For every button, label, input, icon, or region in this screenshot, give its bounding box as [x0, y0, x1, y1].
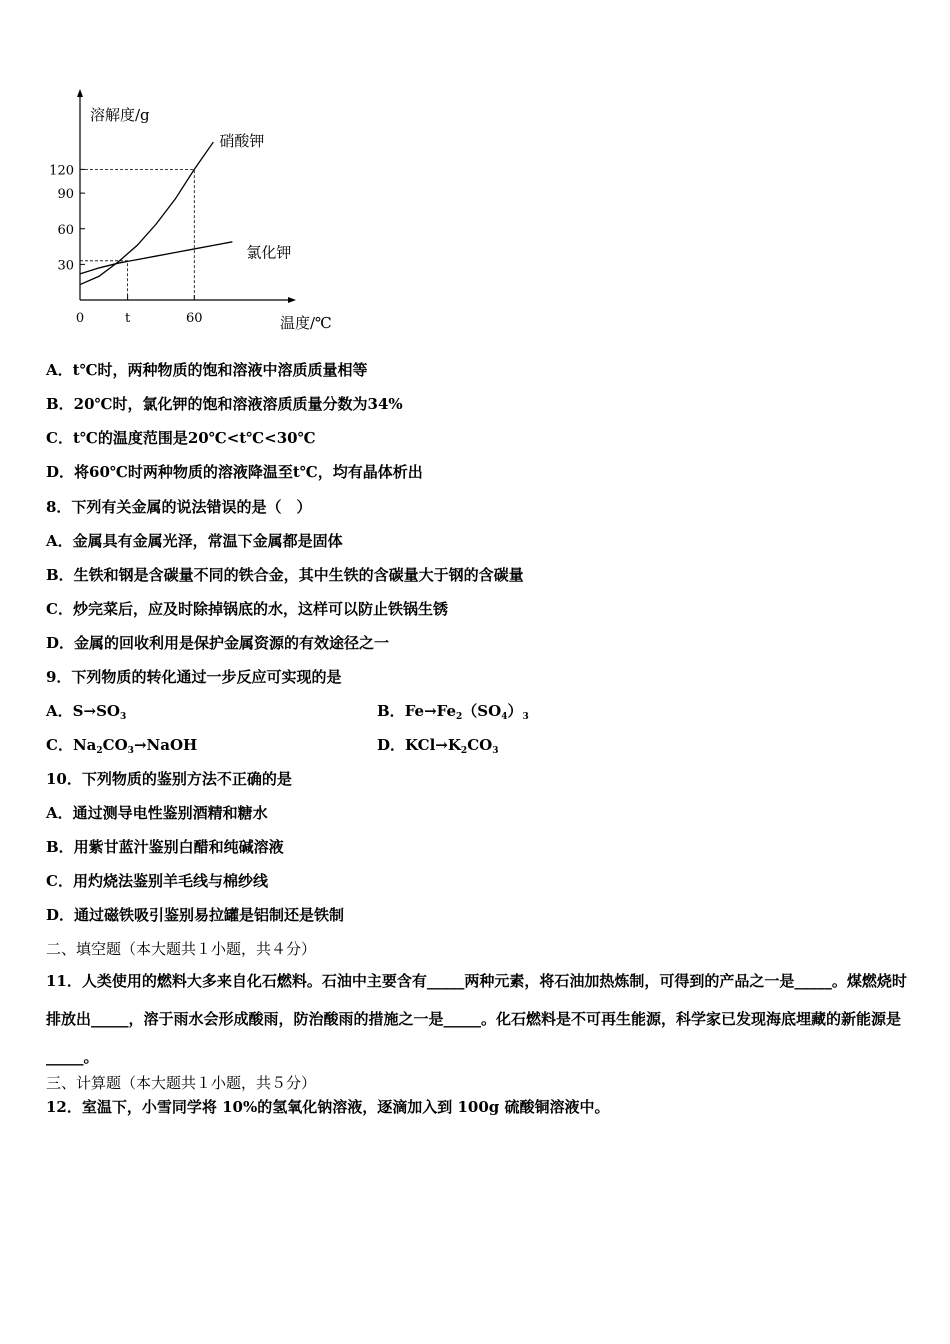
x-axis-arrow: [288, 297, 296, 303]
q12-stem: 12．室温下，小雪同学将 10%的氢氧化钠溶液，逐滴加入到 100g 硫酸铜溶液中。: [46, 1098, 610, 1116]
q11-blank-3[interactable]: _____: [91, 1010, 129, 1028]
x-tick-label: 0: [75, 311, 85, 326]
q7-option-b: B．20℃时，氯化钾的饱和溶液溶质质量分数为34%: [46, 395, 403, 413]
series-curve-1: [80, 242, 232, 274]
x-axis-title: 温度/℃: [280, 314, 332, 332]
q7-option-c: C．t℃的温度范围是20℃<t℃<30℃: [46, 429, 316, 447]
y-tick-label: 60: [57, 222, 74, 238]
y-axis-title: 溶解度/g: [90, 106, 150, 124]
series-label-0: 硝酸钾: [219, 132, 265, 151]
y-tick-label: 30: [57, 258, 74, 274]
q10-option-c: C．用灼烧法鉴别羊毛线与棉纱线: [46, 872, 268, 890]
q8-option-b: B．生铁和钢是含碳量不同的铁合金，其中生铁的含碳量大于钢的含碳量: [46, 566, 524, 584]
series-curve-0: [80, 142, 213, 285]
q7-option-a: A．t℃时，两种物质的饱和溶液中溶质质量相等: [46, 361, 368, 379]
q10-option-d: D．通过磁铁吸引鉴别易拉罐是铝制还是铁制: [46, 906, 345, 924]
q8-option-d: D．金属的回收利用是保护金属资源的有效途径之一: [46, 634, 390, 652]
q9-option-b: B．$Fe\to Fe_2(SO_4)_3$: [377, 702, 529, 722]
q7-option-d: D．将60℃时两种物质的溶液降温至t℃，均有晶体析出: [46, 463, 423, 481]
y-axis-arrow: [77, 89, 83, 97]
q9-option-c: C．$Na_2CO_3\to NaOH$: [46, 736, 198, 756]
q10-option-a: A．通过测导电性鉴别酒精和糖水: [46, 804, 268, 822]
x-tick-label: 60: [186, 311, 203, 326]
q9-option-a: A．$S\to SO_3$: [46, 702, 127, 722]
solubility-graph: [40, 95, 332, 335]
section-3-heading: 三、计算题（本大题共１小题，共５分）: [46, 1074, 317, 1092]
q11-blank-1[interactable]: _____: [426, 972, 465, 990]
graph-curves: [80, 142, 232, 285]
series-label-1: 氯化钾: [246, 243, 292, 262]
q8-option-c: C．炒完菜后，应及时除掉锅底的水，这样可以防止铁锅生锈: [46, 600, 448, 618]
q9-stem: 9．下列物质的转化通过一步反应可实现的是: [46, 668, 342, 686]
y-tick-label: 120: [49, 163, 74, 179]
q11-blank-2[interactable]: _____: [794, 972, 832, 990]
section-2-heading: 二、填空题（本大题共１小题，共４分）: [46, 940, 317, 958]
q10-option-b: B．用紫甘蓝汁鉴别白醋和纯碱溶液: [46, 838, 284, 856]
q11-blank-5[interactable]: _____: [46, 1048, 84, 1066]
q10-stem: 10．下列物质的鉴别方法不正确的是: [46, 770, 292, 788]
graph-guides: [80, 169, 194, 300]
q11-paragraph: 11．人类使用的燃料大多来自化石燃料。石油中主要含有_____两种元素，将石油加热炼制，可得到的产品之一是_____。煤燃烧时排放出_____，溶于雨水会形成酸雨，防治酸雨的措施之一是_____。化石燃料是不可再生能源，科学家已发现海底埋藏的新能源是_____。: [46, 972, 907, 1066]
q8-stem: 8．下列有关金属的说法错误的是（ ）: [46, 498, 312, 516]
q9-option-d: D．$KCl\to K_2CO_3$: [377, 736, 499, 756]
guide-line: [80, 169, 194, 300]
q8-option-a: A．金属具有金属光泽，常温下金属都是固体: [46, 532, 343, 550]
y-tick-label: 90: [57, 187, 74, 203]
x-tick-label: t: [125, 311, 131, 326]
q11-blank-4[interactable]: _____: [443, 1010, 482, 1028]
